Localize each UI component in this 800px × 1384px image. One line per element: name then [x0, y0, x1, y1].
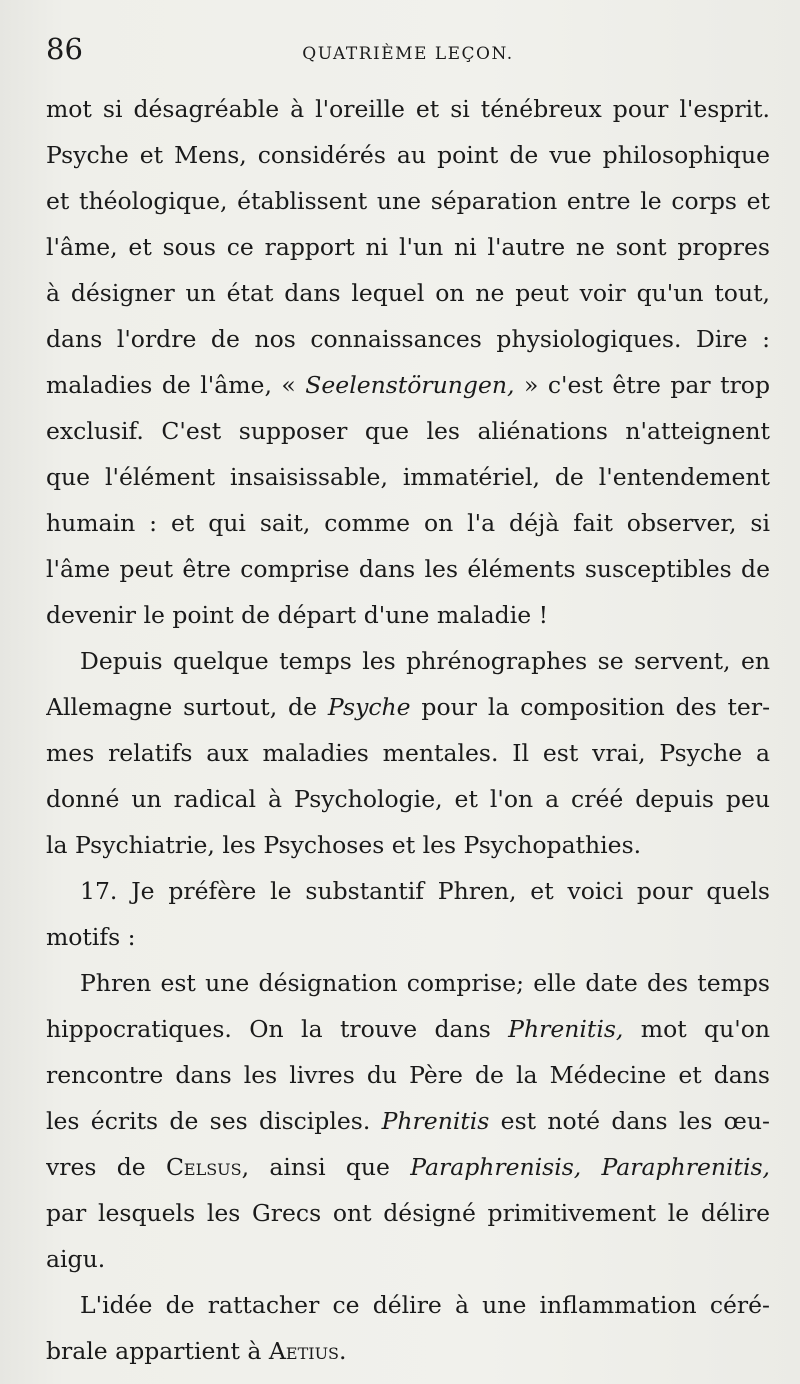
italic-term: Psyche	[327, 693, 411, 721]
italic-term: Phrenitis	[381, 1107, 490, 1135]
body-text	[46, 86, 770, 1374]
text-run: brale appartient à	[46, 1337, 269, 1365]
text-line: donné un radical à Psychologie, et l'on a créé depuis peu	[46, 785, 770, 813]
text-run: .	[339, 1337, 347, 1365]
text-line: Psyche et Mens, considérés au point de vue philosophique	[46, 141, 770, 169]
text-line: mes relatifs aux maladies mentales. Il est vrai, Psyche a	[46, 739, 770, 767]
text-line	[46, 1328, 770, 1374]
text-line: L'idée de rattacher ce délire à une inflammation céré-	[80, 1291, 770, 1319]
text-line: mot si désagréable à l'oreille et si ténébreux pour l'esprit.	[46, 95, 770, 123]
text-line: l'âme, et sous ce rapport ni l'un ni l'autre ne sont propres	[46, 233, 770, 261]
text-line: que l'élément insaisissable, immatériel, de l'entendement	[46, 463, 770, 491]
running-head: QUATRIÈME LEÇON.	[302, 44, 514, 64]
text-line: exclusif. C'est supposer que les aliénations n'atteignent	[46, 417, 770, 445]
text-line: Depuis quelque temps les phrénographes se servent, en	[80, 647, 770, 675]
page-header	[46, 28, 770, 76]
text-run: maladies de l'âme, «	[46, 371, 306, 399]
text-line: Phren est une désignation comprise; elle date des temps	[80, 969, 770, 997]
text-run: est noté dans les œu-	[489, 1107, 770, 1135]
text-line: motifs :	[46, 923, 136, 951]
text-line: dans l'ordre de nos connaissances physiologiques. Dire :	[46, 325, 770, 353]
text-line	[46, 1098, 770, 1144]
italic-term: Seelenstörungen,	[305, 371, 515, 399]
text-run: vres de	[46, 1153, 166, 1181]
italic-term: Paraphrenisis, Paraphrenitis,	[410, 1153, 770, 1181]
page-number: 86	[46, 32, 83, 66]
text-line: la Psychiatrie, les Psychoses et les Psychopathies.	[46, 831, 642, 859]
text-run: , ainsi que	[241, 1153, 411, 1181]
text-line: et théologique, établissent une séparation entre le corps et	[46, 187, 770, 215]
text-line	[46, 362, 770, 408]
italic-term: Phrenitis,	[508, 1015, 624, 1043]
text-line: à désigner un état dans lequel on ne peut voir qu'un tout,	[46, 279, 770, 307]
text-line: rencontre dans les livres du Père de la Médecine et dans	[46, 1061, 770, 1089]
text-run: hippocratiques. On la trouve dans	[46, 1015, 509, 1043]
text-line: l'âme peut être comprise dans les éléments susceptibles de	[46, 555, 770, 583]
text-line: par lesquels les Grecs ont désigné primitivement le délire	[46, 1199, 770, 1227]
text-run: Allemagne surtout, de	[46, 693, 328, 721]
small-caps-name: Aetius	[268, 1337, 340, 1365]
text-run: les écrits de ses disciples.	[46, 1107, 382, 1135]
text-line	[46, 1006, 770, 1052]
text-run: mot qu'on	[623, 1015, 770, 1043]
text-line: aigu.	[46, 1245, 106, 1273]
text-run: » c'est être par trop	[514, 371, 770, 399]
text-line: humain : et qui sait, comme on l'a déjà fait observer, si	[46, 509, 770, 537]
text-line: devenir le point de départ d'une maladie !	[46, 601, 549, 629]
text-line	[46, 684, 770, 730]
small-caps-name: Celsus	[165, 1153, 242, 1181]
text-line	[46, 1144, 770, 1190]
text-run: pour la composition des ter-	[410, 693, 770, 721]
text-line: 17. Je préfère le substantif Phren, et voici pour quels	[80, 877, 770, 905]
